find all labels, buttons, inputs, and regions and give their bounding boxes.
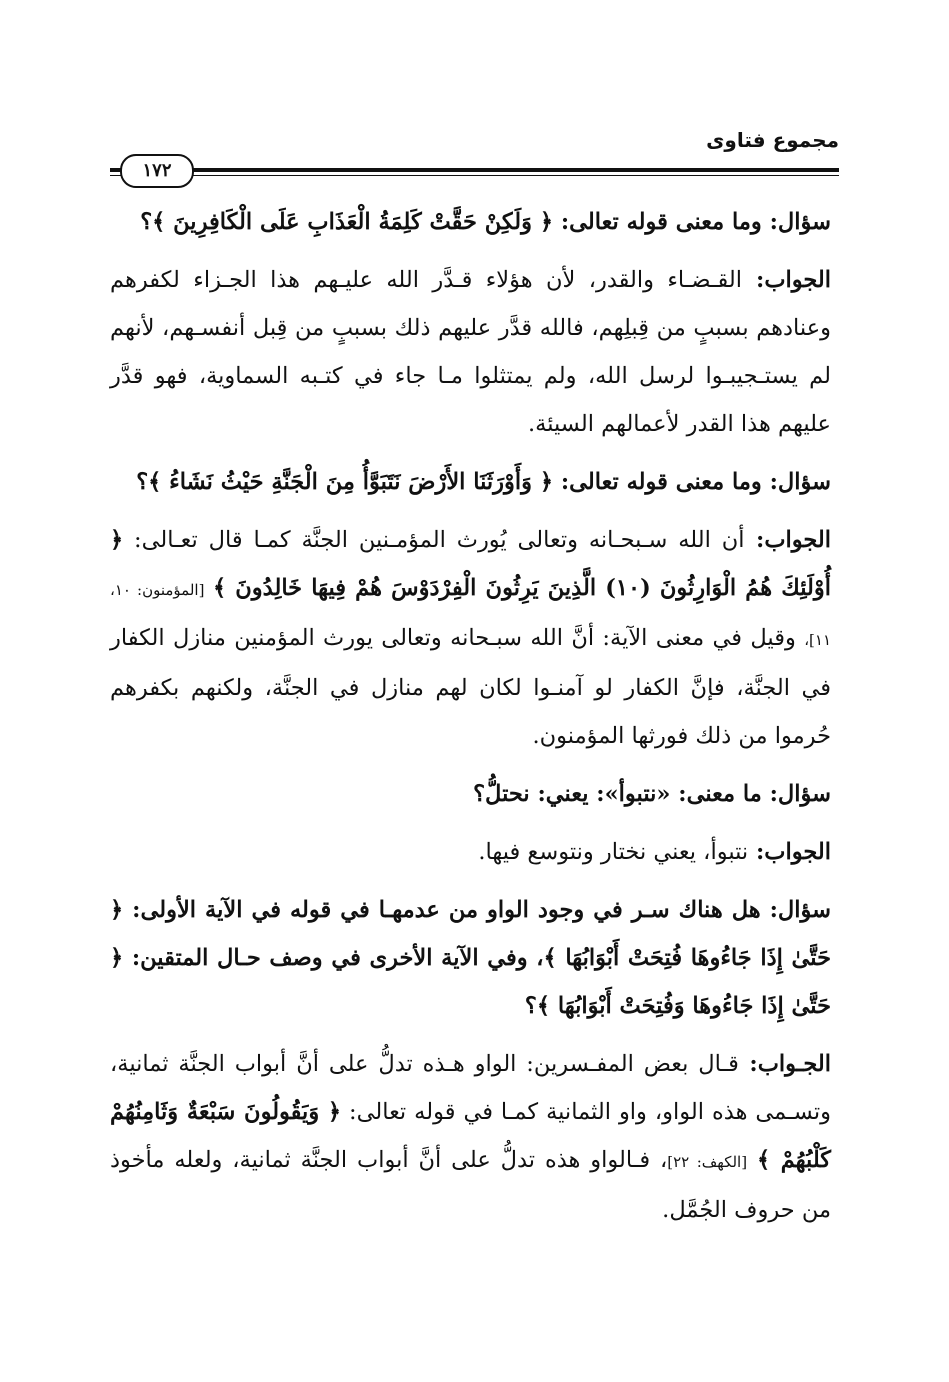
answer-label: الجواب: [744,527,832,553]
quran-verse: ﴿ أُوْلَئِكَ هُمُ الْوَارِثُونَ (١٠) الَّذِينَ يَرِثُونَ الْفِرْدَوْسَ هُمْ فِيهَا خَالِدُونَ ﴾ [110,527,831,601]
question-3 [110,770,831,818]
question-4 [110,886,831,1030]
question-2 [110,458,831,506]
question-1 [110,198,831,246]
answer-text: قـال بعض المفـسرين: الواو هـذه تدلُّ على أنَّ أبواب الجنَّة ثمانية، وتسـمى هذه الواو، واو الثمانية كمـا في قوله تعالى: [110,1051,831,1125]
question-label: سؤال: [761,209,831,235]
page-body [110,198,831,1234]
question-text: ما معنى: «نتبوأ»: يعني: نحتلُّ؟ [473,781,762,807]
answer-text: أن الله سـبحـانه وتعالى يُورث المؤمـنين الجنَّة كمـا قال تعـالى: [134,527,745,553]
answer-label: الجواب: [741,267,832,293]
answer-text: القـضـاء والقدر، لأن هؤلاء قـدَّر الله عليـهم هذا الجـزاء لكفرهم وعنادهم بسببٍ من قِبلِهم، فالله قدَّر عليهم ذلك بسببٍ من قِبل أنفسـهم، لأنهم لم يستـجيبـوا لرسل الله، ولم يمتثلوا مـا جاء في كتـبه السماوية، فهو قدَّر عليهم هذا القدر لأعمالهم السيئة. [110,267,831,437]
question-text: وما معنى قوله تعالى: ﴿ وَأَوْرَثَنَا الأَرْضَ نَتَبَوَّأُ مِنَ الْجَنَّةِ حَيْثُ نَشَاءُ ﴾؟ [136,469,762,495]
verse-reference: [الكهف: ٢٢] [667,1153,748,1171]
answer-1 [110,256,831,448]
answer-text: وقيل في معنى الآية: أنَّ الله سبـحانه وتعالى يورث المؤمنين منازل الكفار في الجنَّة، فإنَّ الكفار لو آمنـوا لكان لهم منازل في الجنَّة، ولكنهم بكفرهم حُرموا من ذلك فورثها المؤمنون. [110,625,831,749]
header-rule-thin [110,175,839,176]
answer-3 [110,828,831,876]
answer-label: الجواب: [748,839,831,865]
verse-reference: [المؤمنون: ١٠، ١١]، [110,581,832,649]
answer-4 [110,1040,831,1234]
page-number: ١٧٢ [120,154,194,188]
question-label: سؤال: [761,781,831,807]
page-header [110,128,839,180]
answer-label: الجـواب: [738,1051,831,1077]
answer-text: نتبوأ، يعني نختار ونتوسع فيها. [478,839,749,865]
question-label: سؤال: [761,469,831,495]
answer-text: ، فـالواو هذه تدلُّ على أنَّ أبواب الجنَّة ثمانية، ولعله مأخوذ من حروف الجُمَّل. [110,1147,831,1223]
question-text: هل هناك سـر في وجود الواو من عدمهـا في قوله في الآية الأولى: ﴿ حَتَّىٰ إِذَا جَاءُوهَا فُتِحَتْ أَبْوَابُهَا ﴾، وفي الآية الأخرى في وصف حـال المتقين: ﴿ حَتَّىٰ إِذَا جَاءُوهَا وَفُتِحَتْ أَبْوَابُهَا ﴾؟ [110,897,831,1019]
question-text: وما معنى قوله تعالى: ﴿ وَلَكِنْ حَقَّتْ كَلِمَةُ الْعَذَابِ عَلَى الْكَافِرِينَ ﴾؟ [140,209,762,235]
header-rule-thick [110,168,839,172]
book-title: مجموع فتاوى [706,128,839,152]
answer-2 [110,516,831,760]
question-label: سؤال: [760,897,832,923]
quran-verse: ﴿ وَيَقُولُونَ سَبْعَةٌ وَثَامِنُهُمْ كَلْبُهُمْ ﴾ [110,1099,832,1173]
